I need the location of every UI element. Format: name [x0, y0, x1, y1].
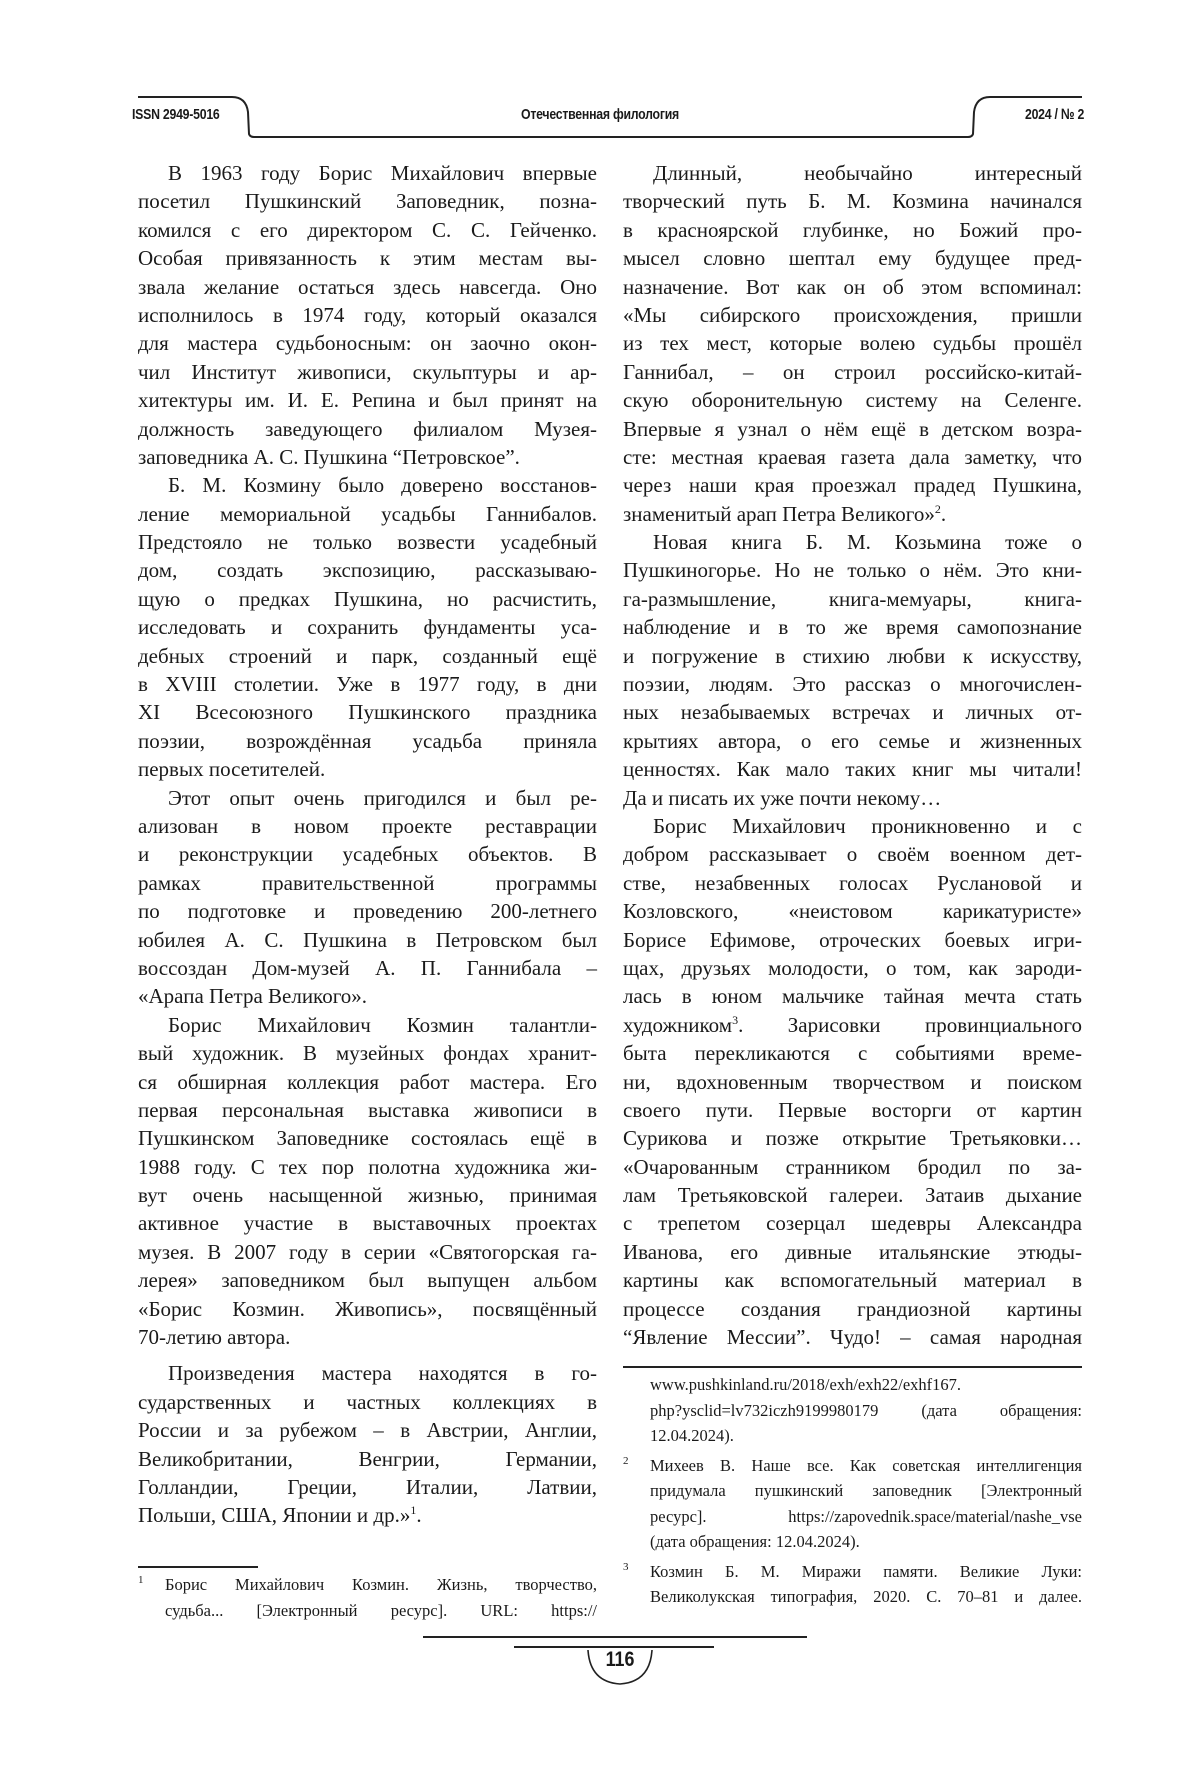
text-line: Сурикова и позже открытие Третьяковки…	[623, 1124, 1082, 1152]
line-text: Польши, США, Японии и др.»	[138, 1503, 410, 1527]
text-line: 1988 году. С тех пор полотна художника жи-	[138, 1153, 597, 1181]
text-line: ализован в новом проекте реставрации	[138, 812, 597, 840]
text-line: XI Всесоюзного Пушкинского праздника	[138, 698, 597, 726]
footnote-ref: 3	[732, 1013, 738, 1027]
paragraph	[138, 159, 597, 471]
text-line: “Явление Мессии”. Чудо! – самая народная	[623, 1323, 1082, 1351]
text-line: лерея» заповедником был выпущен альбом	[138, 1266, 597, 1294]
paragraph	[623, 528, 1082, 812]
text-line: вут очень насыщенной жизнью, принимая	[138, 1181, 597, 1209]
text-line: Предстояло не только возвести усадебный	[138, 528, 597, 556]
text-line: Иванова, его дивные итальянские этюды-	[623, 1238, 1082, 1266]
text-line: Да и писать их уже почти некому…	[623, 784, 1082, 812]
text-line: Впервые я узнал о нём ещё в детском возра-	[623, 415, 1082, 443]
line-text: .	[941, 502, 946, 526]
text-line: ных незабываемых встречах и личных от-	[623, 698, 1082, 726]
text-line: через наши края проезжал прадед Пушкина,	[623, 471, 1082, 499]
text-line: Голландии, Греции, Италии, Латвии,	[138, 1473, 597, 1501]
text-line: звала желание остаться здесь навсегда. Оно	[138, 273, 597, 301]
footnote-line: Великолукская типография, 2020. С. 70–81 и далее.	[623, 1584, 1082, 1610]
text-line: Новая книга Б. М. Козьмина тоже о	[623, 528, 1082, 556]
text-line: добром рассказывает о своём военном дет-	[623, 840, 1082, 868]
text-line: мысел словно шептал ему будущее пред-	[623, 244, 1082, 272]
text-line: поэзии, людям. Это рассказ о многочислен-	[623, 670, 1082, 698]
text-line: Длинный, необычайно интересный	[623, 159, 1082, 187]
text-line: ни, вдохновенным творчеством и поиском	[623, 1068, 1082, 1096]
text-line: га-размышление, книга-мемуары, книга-	[623, 585, 1082, 613]
text-line: из тех мест, которые волею судьбы прошёл	[623, 329, 1082, 357]
text-line: наблюдение и в то же время самопознание	[623, 613, 1082, 641]
footnote-line: php?ysclid=lv732iczh9199980179 (дата обращения:	[623, 1398, 1082, 1424]
text-line: для мастера судьбоносным: он заочно окон-	[138, 329, 597, 357]
text-line: Ганнибал, – он строил российско-китай-	[623, 358, 1082, 386]
text-line: Борис Михайлович проникновенно и с	[623, 812, 1082, 840]
text-line: первая персональная выставка живописи в	[138, 1096, 597, 1124]
footnote-divider-right	[623, 1366, 1082, 1368]
line-text: .	[416, 1503, 421, 1527]
text-line: Произведения мастера находятся в го-	[138, 1359, 597, 1387]
footer-rule-top	[423, 1636, 807, 1638]
footnote-divider-left	[138, 1566, 258, 1568]
text-line: «Борис Козмин. Живопись», посвящённый	[138, 1295, 597, 1323]
footnote-ref: 1	[410, 1503, 416, 1517]
line-text: . Зарисовки провинциального	[738, 1013, 1082, 1037]
text-line: Пушкиногорье. Но не только о нём. Это кни-	[623, 556, 1082, 584]
text-line: быта перекликаются с событиями време-	[623, 1039, 1082, 1067]
paragraph	[138, 784, 597, 1011]
text-line: музея. В 2007 году в серии «Святогорская га-	[138, 1238, 597, 1266]
footnote	[623, 1559, 1082, 1610]
text-line: сударственных и частных коллекциях в	[138, 1388, 597, 1416]
text-line: Б. М. Козмину было доверено восстанов-	[138, 471, 597, 499]
paragraph	[623, 159, 1082, 528]
text-line: в XVIII столетии. Уже в 1977 году, в дни	[138, 670, 597, 698]
text-line: стве, незабвенных голосах Руслановой и	[623, 869, 1082, 897]
text-line	[138, 1501, 597, 1529]
text-line: дом, создать экспозицию, рассказываю-	[138, 556, 597, 584]
text-line: по подготовке и проведению 200-летнего	[138, 897, 597, 925]
text-line: ценностях. Как мало таких книг мы читали!	[623, 755, 1082, 783]
footnote-line: 12.04.2024).	[623, 1423, 1082, 1449]
text-line: с трепетом созерцал шедевры Александра	[623, 1209, 1082, 1237]
text-line: своего пути. Первые восторги от картин	[623, 1096, 1082, 1124]
text-line: «Очарованным странником бродил по за-	[623, 1153, 1082, 1181]
footnote-line: Борис Михайлович Козмин. Жизнь, творчество,	[138, 1572, 597, 1598]
text-line: лам Третьяковской галереи. Затаив дыхание	[623, 1181, 1082, 1209]
issn: ISSN 2949-5016	[132, 106, 220, 123]
footnote-line: (дата обращения: 12.04.2024).	[623, 1529, 1082, 1555]
text-line: картины как вспомогательный материал в	[623, 1266, 1082, 1294]
paragraph	[138, 1359, 597, 1529]
text-line: должность заведующего филиалом Музея-	[138, 415, 597, 443]
page-number: 116	[603, 1648, 637, 1672]
text-line: «Арапа Петра Великого».	[138, 982, 597, 1010]
paragraph	[138, 1011, 597, 1352]
text-line: Козловского, «неистовом карикатуристе»	[623, 897, 1082, 925]
footnote-line: Михеев В. Наше все. Как советская интеллигенция	[623, 1453, 1082, 1479]
footnote-line: Козмин Б. М. Миражи памяти. Великие Луки:	[623, 1559, 1082, 1585]
text-line: исполнилось в 1974 году, который оказался	[138, 301, 597, 329]
text-line: в красноярской глубинке, но Божий про-	[623, 216, 1082, 244]
text-line: чил Институт живописи, скульптуры и ар-	[138, 358, 597, 386]
text-line: В 1963 году Борис Михайлович впервые	[138, 159, 597, 187]
footnote-line: ресурс]. https://zapovednik.space/material/nashe_vse	[623, 1504, 1082, 1530]
text-line: заповедника А. С. Пушкина “Петровское”.	[138, 443, 597, 471]
text-line: скую оборонительную систему на Селенге.	[623, 386, 1082, 414]
text-line: и погружение в стихию любви к искусству,	[623, 642, 1082, 670]
paragraph	[623, 812, 1082, 1351]
text-line: Этот опыт очень пригодился и был ре-	[138, 784, 597, 812]
text-line: рамках правительственной программы	[138, 869, 597, 897]
text-line: Великобритании, Венгрии, Германии,	[138, 1445, 597, 1473]
text-line: творческий путь Б. М. Козмина начинался	[623, 187, 1082, 215]
text-line: щах, друзьях молодости, о том, как зароди-	[623, 954, 1082, 982]
text-line: Пушкинском Заповеднике состоялась ещё в	[138, 1124, 597, 1152]
text-line: активное участие в выставочных проектах	[138, 1209, 597, 1237]
text-line: лась в юном мальчике тайная мечта стать	[623, 982, 1082, 1010]
right-column	[623, 159, 1082, 1351]
text-line: Особая привязанность к этим местам вы-	[138, 244, 597, 272]
text-line: воссоздан Дом-музей А. П. Ганнибала –	[138, 954, 597, 982]
text-line: процессе создания грандиозной картины	[623, 1295, 1082, 1323]
left-column	[138, 159, 597, 1530]
text-line: крытиях автора, о его семье и жизненных	[623, 727, 1082, 755]
footnote-ref: 2	[935, 502, 941, 516]
footnote-number: 2	[623, 1453, 629, 1469]
text-line: дебных строений и парк, созданный ещё	[138, 642, 597, 670]
text-line: поэзии, возрождённая усадьба приняла	[138, 727, 597, 755]
text-line: России и за рубежом – в Австрии, Англии,	[138, 1416, 597, 1444]
text-line: посетил Пушкинский Заповедник, позна-	[138, 187, 597, 215]
footnote	[623, 1453, 1082, 1555]
footnote-line: придумала пушкинский заповедник [Электронный	[623, 1478, 1082, 1504]
text-line: Борисе Ефимове, отроческих боевых игри-	[623, 926, 1082, 954]
text-line: ся обширная коллекция работ мастера. Его	[138, 1068, 597, 1096]
paragraph	[138, 471, 597, 783]
footnote	[623, 1372, 1082, 1449]
text-line: «Мы сибирского происхождения, пришли	[623, 301, 1082, 329]
text-line: Борис Михайлович Козмин талантли-	[138, 1011, 597, 1039]
text-line: ление мемориальной усадьбы Ганнибалов.	[138, 500, 597, 528]
text-line: вый художник. В музейных фондах хранит-	[138, 1039, 597, 1067]
footnote-number: 1	[138, 1572, 144, 1588]
text-line	[623, 1011, 1082, 1039]
line-text: знаменитый арап Петра Великого»	[623, 502, 935, 526]
issue-number: 2024 / № 2	[1025, 106, 1084, 123]
text-line: комился с его директором С. С. Гейченко.	[138, 216, 597, 244]
footnotes-left	[138, 1572, 597, 1627]
line-text: художником	[623, 1013, 732, 1037]
footnote	[138, 1572, 597, 1623]
text-line: первых посетителей.	[138, 755, 597, 783]
header-frame	[0, 0, 1200, 160]
footnotes-right	[623, 1372, 1082, 1614]
footnote-line: www.pushkinland.ru/2018/exh/exh22/exhf167.	[623, 1372, 1082, 1398]
text-line	[623, 500, 1082, 528]
text-line: щую о предках Пушкина, но расчистить,	[138, 585, 597, 613]
text-line: исследовать и сохранить фундаменты уса-	[138, 613, 597, 641]
journal-title: Отечественная филология	[521, 106, 679, 123]
text-line: юбилея А. С. Пушкина в Петровском был	[138, 926, 597, 954]
text-line: сте: местная краевая газета дала заметку, что	[623, 443, 1082, 471]
text-line: хитектуры им. И. Е. Репина и был принят на	[138, 386, 597, 414]
text-line: 70-летию автора.	[138, 1323, 597, 1351]
text-line: назначение. Вот как он об этом вспоминал:	[623, 273, 1082, 301]
footnote-line: судьба... [Электронный ресурс]. URL: https://	[138, 1598, 597, 1624]
text-line: и реконструкции усадебных объектов. В	[138, 840, 597, 868]
footnote-number: 3	[623, 1559, 629, 1575]
